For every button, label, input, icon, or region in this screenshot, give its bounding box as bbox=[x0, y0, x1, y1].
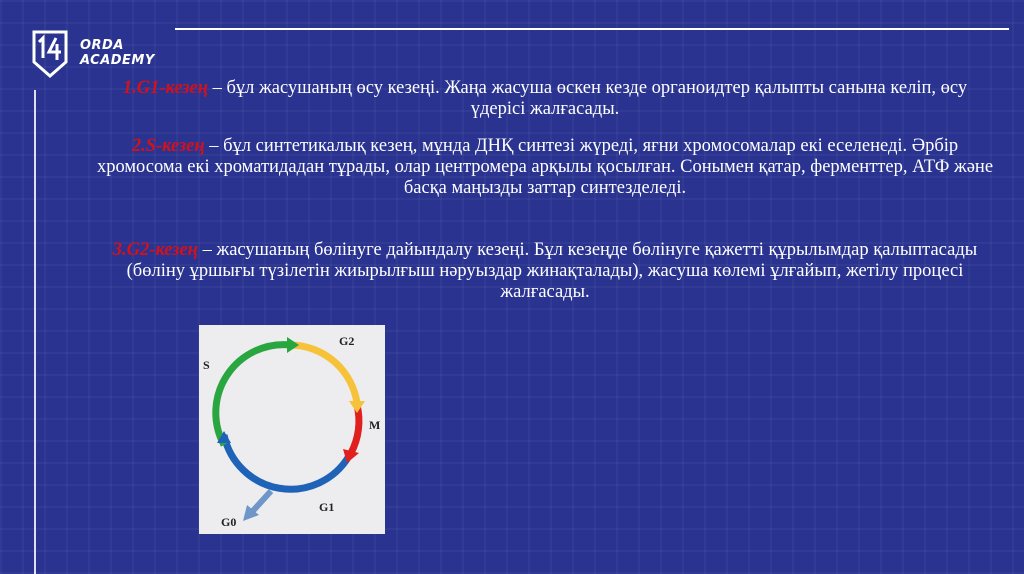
g2-arrowhead bbox=[349, 401, 365, 413]
cell-cycle-diagram bbox=[199, 325, 385, 534]
header-divider bbox=[175, 28, 1009, 30]
brand-text bbox=[80, 38, 155, 68]
m-arc bbox=[351, 405, 359, 453]
term-g1: 1.G1-кезең bbox=[122, 78, 208, 98]
label-g1: G1 bbox=[319, 500, 335, 514]
term-g2: 3.G2-кезең bbox=[112, 240, 198, 260]
label-g0: G0 bbox=[221, 515, 237, 529]
g1-arc bbox=[224, 435, 349, 489]
brand-line2: ACADEMY bbox=[80, 53, 155, 68]
label-m: M bbox=[369, 418, 381, 432]
label-g2: G2 bbox=[339, 334, 355, 348]
text-s: – бұл синтетикалық кезең, мұнда ДНҚ синтезі жүреді, яғни хромосомалар екі еселенеді. Әрбір хромосома екі хроматидадан тұрады, олар центромера арқылы қосылған. Сонымен қатар, ферменттер, АТФ және басқа маңызды заттар синтезделеді. bbox=[96, 136, 994, 198]
label-s: S bbox=[203, 358, 210, 372]
paragraph-s bbox=[95, 136, 995, 199]
s-arc bbox=[216, 345, 291, 445]
term-s: 2.S-кезең bbox=[131, 136, 205, 156]
paragraph-g1 bbox=[95, 78, 995, 120]
orda-academy-logo bbox=[30, 28, 180, 80]
text-g2: – жасушаның бөлінуге дайындалу кезеңі. Бұл кезеңде бөлінуге қажетті құрылымдар қалыптасады (бөліну ұршығы түзілетін жиырылғыш нәруыздар жинақталады), жасуша көлемі ұлғайып, жетілу процесі жалғасады. bbox=[126, 240, 978, 302]
shield-logo-icon bbox=[30, 28, 70, 80]
g0-branch bbox=[251, 491, 271, 513]
paragraph-g2 bbox=[95, 240, 995, 303]
text-g1: – бұл жасушаның өсу кезеңі. Жаңа жасуша өскен кезде органоидтер қалыпты санына келіп, өсу үдерісі жалғасады. bbox=[208, 78, 968, 119]
brand-line1: ORDA bbox=[80, 38, 124, 53]
g2-arc bbox=[291, 345, 357, 403]
s-arrowhead bbox=[287, 337, 299, 353]
side-divider bbox=[34, 90, 36, 574]
